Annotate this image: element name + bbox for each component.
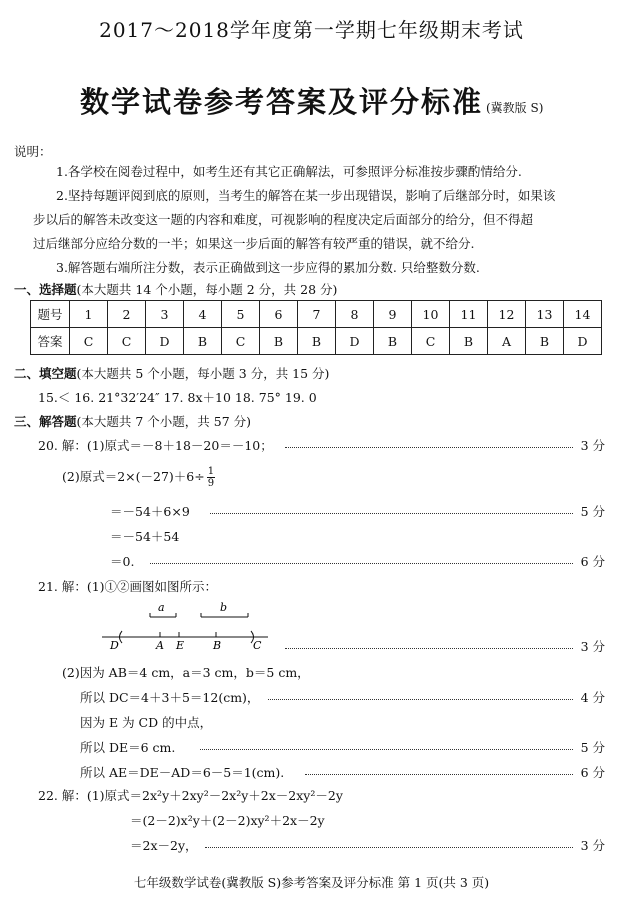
label-E: E: [176, 639, 185, 652]
table-cell: C: [108, 328, 146, 355]
leader-dots: [305, 774, 573, 775]
label-a: a: [158, 601, 165, 614]
q20-line-3: ＝－54＋6×9: [110, 504, 190, 519]
fill-answers: 15.＜ 16. 21°32′24″ 17. 8x＋10 18. 75° 19. 0: [38, 390, 317, 405]
table-cell: 12: [488, 301, 526, 328]
table-cell: A: [488, 328, 526, 355]
q20-line-2: [62, 466, 215, 489]
fraction: [207, 466, 215, 489]
table-cell: 14: [564, 301, 602, 328]
table-cell: 4: [184, 301, 222, 328]
table-cell: B: [450, 328, 488, 355]
section-3-heading: [14, 412, 251, 430]
q20-line-1: 20. 解：(1)原式＝－8＋18－20＝－10；: [38, 438, 273, 453]
table-cell: 8: [336, 301, 374, 328]
q20-points-3: 5 分: [580, 504, 605, 519]
q21-line-4: 因为 E 为 CD 的中点，: [80, 715, 213, 730]
leader-dots: [285, 648, 573, 649]
leader-dots: [205, 847, 573, 848]
fraction-denominator: 9: [207, 478, 215, 489]
exam-header: 2017～2018学年度第一学期七年级期末考试: [99, 18, 524, 42]
table-head-number: 题号: [31, 301, 70, 328]
table-head-answer: 答案: [31, 328, 70, 355]
table-cell: 3: [146, 301, 184, 328]
section-2-heading: [14, 364, 329, 382]
table-cell: 5: [222, 301, 260, 328]
table-cell: 10: [412, 301, 450, 328]
section-1-label: 一、选择题: [14, 282, 77, 297]
fraction-numerator: 1: [207, 466, 215, 477]
answer-table: [30, 300, 602, 355]
table-cell: B: [184, 328, 222, 355]
leader-dots: [285, 447, 573, 448]
section-1-desc: (本大题共 14 个小题，每小题 2 分，共 28 分): [76, 282, 338, 297]
table-cell: D: [336, 328, 374, 355]
note-2-cont: 步以后的解答未改变这一题的内容和难度，可视影响的程度决定后面部分的给分，但不得超: [33, 212, 534, 227]
q20-line-4: ＝－54＋54: [110, 529, 180, 544]
table-cell: B: [260, 328, 298, 355]
section-3-desc: (本大题共 7 个小题，共 57 分): [76, 414, 252, 429]
table-cell: B: [374, 328, 412, 355]
segment-figure: [100, 595, 270, 655]
note-1: 1.各学校在阅卷过程中，如考生还有其它正确解法，可参照评分标准按步骤酌情给分.: [56, 164, 522, 179]
table-cell: 11: [450, 301, 488, 328]
note-2: 2.坚持每题评阅到底的原则，当考生的解答在某一步出现错误，影响了后继部分时，如果该: [56, 188, 556, 203]
table-cell: 13: [526, 301, 564, 328]
page-footer: 七年级数学试卷(冀教版 S)参考答案及评分标准 第 1 页(共 3 页): [133, 875, 490, 890]
leader-dots: [150, 563, 573, 564]
q21-line-3: 所以 DC＝4＋3＋5＝12(cm)，: [80, 690, 260, 705]
q21-points-fig: 3 分: [580, 639, 605, 654]
table-cell: D: [564, 328, 602, 355]
q22-line-1: 22. 解：(1)原式＝2x²y＋2xy²－2x²y＋2x－2xy²－2y: [38, 788, 343, 803]
section-3-label: 三、解答题: [14, 414, 77, 429]
leader-dots: [268, 699, 573, 700]
q20-line-2-text: (2)原式＝2×(－27)＋6÷: [62, 469, 205, 484]
q21-line-1: 21. 解：(1)①②画图如图所示：: [38, 579, 218, 594]
table-cell: B: [298, 328, 336, 355]
q21-line-5: 所以 DE＝6 cm.: [80, 740, 176, 755]
q20-points-5: 6 分: [580, 554, 605, 569]
note-3: 3.解答题右端所注分数，表示正确做到这一步应得的累加分数. 只给整数分数.: [56, 260, 480, 275]
table-row-numbers: [31, 301, 602, 328]
label-C: C: [253, 639, 262, 652]
label-D: D: [110, 639, 119, 652]
leader-dots: [200, 749, 573, 750]
note-2-cont2: 过后继部分应给分数的一半；如果这一步后面的解答有较严重的错误，就不给分.: [33, 236, 475, 251]
q21-points-3: 4 分: [580, 690, 605, 705]
table-cell: C: [222, 328, 260, 355]
table-cell: 2: [108, 301, 146, 328]
section-2-label: 二、填空题: [14, 366, 77, 381]
q22-line-3: ＝2x－2y，: [130, 838, 198, 853]
table-cell: B: [526, 328, 564, 355]
table-cell: 6: [260, 301, 298, 328]
q21-points-5: 5 分: [580, 740, 605, 755]
label-A: A: [156, 639, 164, 652]
q21-points-6: 6 分: [580, 765, 605, 780]
label-B: B: [213, 639, 222, 652]
edition-label: (冀教版 S): [486, 101, 544, 115]
q22-points-3: 3 分: [580, 838, 605, 853]
table-cell: 9: [374, 301, 412, 328]
label-b: b: [220, 601, 228, 614]
section-2-desc: (本大题共 5 个小题，每小题 3 分，共 15 分): [76, 366, 330, 381]
leader-dots: [210, 513, 573, 514]
table-cell: C: [412, 328, 450, 355]
table-cell: D: [146, 328, 184, 355]
q21-line-6: 所以 AE＝DE－AD＝6－5＝1(cm).: [80, 765, 285, 780]
q20-line-5: ＝0.: [110, 554, 135, 569]
document-title: 数学试卷参考答案及评分标准: [80, 85, 484, 119]
table-cell: 7: [298, 301, 336, 328]
table-row-answers: [31, 328, 602, 355]
table-cell: 1: [70, 301, 108, 328]
q21-line-2: (2)因为 AB＝4 cm，a＝3 cm，b＝5 cm，: [62, 665, 310, 680]
notes-label: 说明：: [14, 144, 52, 159]
q20-points-1: 3 分: [580, 438, 605, 453]
q22-line-2: ＝(2－2)x²y＋(2－2)xy²＋2x－2y: [130, 813, 325, 828]
table-cell: C: [70, 328, 108, 355]
section-1-heading: [14, 280, 337, 298]
